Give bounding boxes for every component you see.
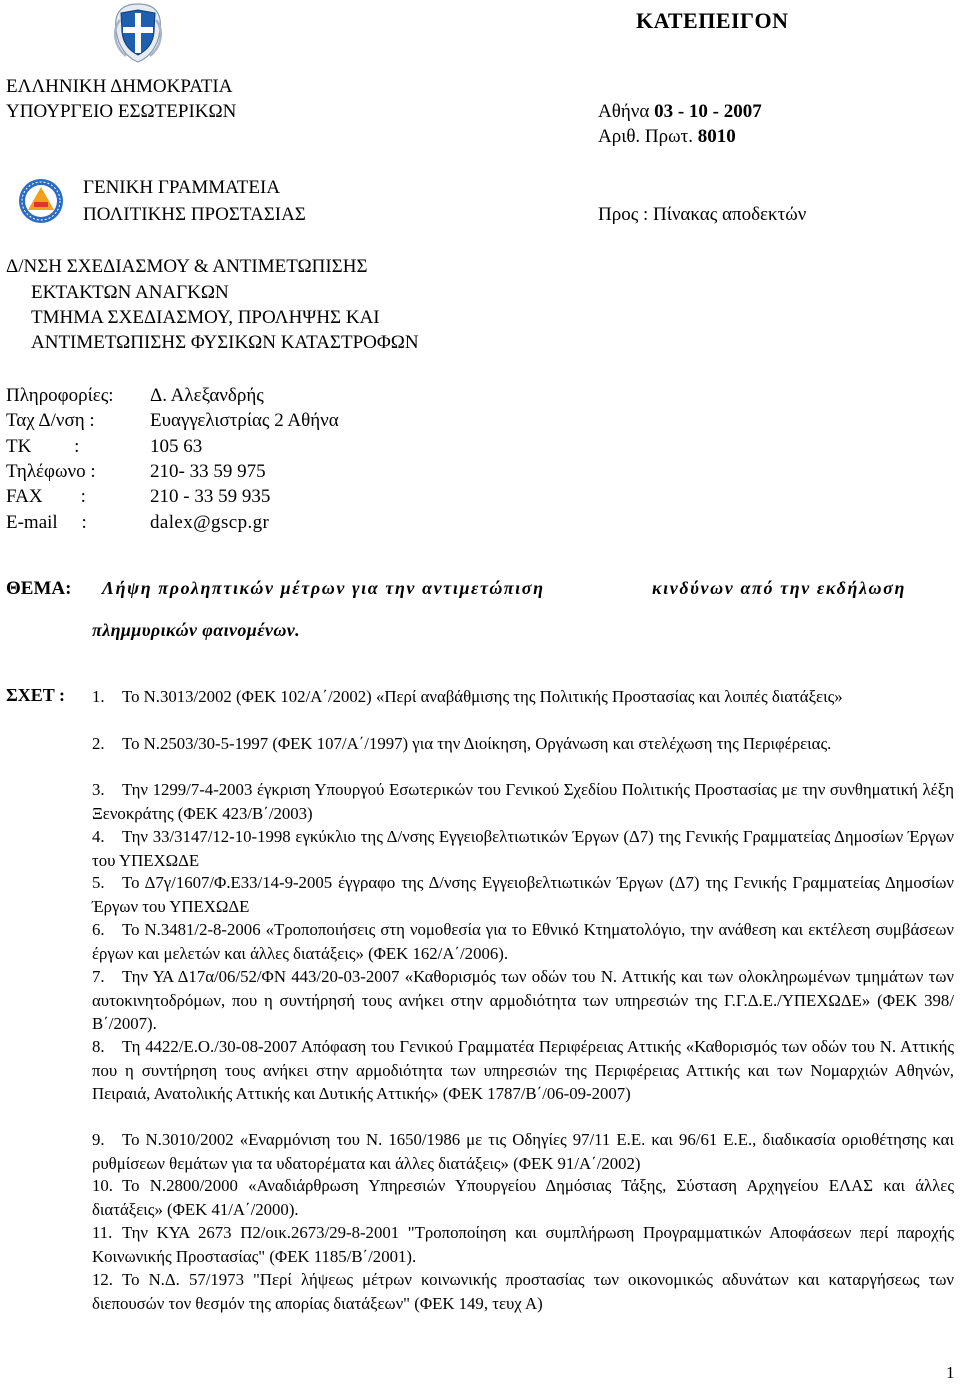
date-line bbox=[598, 101, 762, 123]
reference-item bbox=[92, 918, 954, 965]
date-prefix: Αθήνα bbox=[598, 101, 655, 122]
reference-item bbox=[92, 1268, 954, 1315]
reference-number: 4. bbox=[92, 827, 105, 846]
reference-number: 8. bbox=[92, 1037, 105, 1056]
contact-label: Πληροφορίες: bbox=[6, 385, 114, 406]
subject-label: ΘΕΜΑ: bbox=[6, 578, 72, 599]
subject-text: πλημμυρικών φαινομένων. bbox=[92, 620, 301, 640]
protocol-number: 8010 bbox=[697, 126, 736, 147]
email-link[interactable]: dalex@gscp.gr bbox=[150, 512, 270, 533]
reference-number: 9. bbox=[92, 1130, 105, 1149]
contact-value: 210- 33 59 975 bbox=[150, 461, 266, 482]
division-line-1: Δ/ΝΣΗ ΣΧΕΔΙΑΣΜΟΥ & ΑΝΤΙΜΕΤΩΠΙΣΗΣ bbox=[6, 256, 368, 277]
contact-label: FAX : bbox=[6, 486, 86, 507]
contact-label: ΤΚ : bbox=[6, 436, 80, 457]
reference-item bbox=[92, 1221, 954, 1268]
secretariat-line-2: ΠΟΛΙΤΙΚΗΣ ΠΡΟΣΤΑΣΙΑΣ bbox=[83, 204, 306, 225]
secretariat-line-1: ΓΕΝΙΚΗ ΓΡΑΜΜΑΤΕΙΑ bbox=[83, 177, 281, 198]
reference-item bbox=[92, 685, 954, 709]
date-value: 03 - 10 - 2007 bbox=[654, 101, 762, 122]
division-line-3: ΤΜΗΜΑ ΣΧΕΔΙΑΣΜΟΥ, ΠΡΟΛΗΨΗΣ ΚΑΙ bbox=[31, 307, 380, 328]
reference-text: Την 1299/7-4-2003 έγκριση Υπουργού Εσωτερικών του Γενικού Σχεδίου Πολιτικής Προστασίας με την συνθηματική λέξη Ξενοκράτης (ΦΕΚ 423/Β΄/2003) bbox=[92, 780, 954, 823]
reference-number: 6. bbox=[92, 920, 105, 939]
reference-item bbox=[92, 1174, 954, 1221]
reference-number: 12. bbox=[92, 1270, 113, 1289]
subject-text: Λήψη προληπτικών μέτρων για την αντιμετώπιση bbox=[102, 578, 545, 598]
reference-text: Το Δ7γ/1607/Φ.Ε33/14-9-2005 έγγραφο της Δ/νσης Εγγειοβελτιωτικών Έργων (Δ7) της Γενικής Γραμματείας Δημοσίων Έργων του ΥΠΕΧΩΔΕ bbox=[92, 873, 954, 916]
civil-protection-logo-icon bbox=[18, 178, 64, 224]
reference-text: Τη 4422/Ε.Ο./30-08-2007 Απόφαση του Γενικού Γραμματέα Περιφέρειας Αττικής «Καθορισμός των οδών του Ν. Αττικής που η συντήρηση τους ανήκει στην αρμοδιότητα των υπηρεσιών της Περιφέρειας Αττικής και των Νομαρχιών Αθηνών, Πειραιά, Ανατολικής Αττικής και Δυτικής Αττικής» (ΦΕΚ 1787/Β΄/06-09-2007) bbox=[92, 1037, 954, 1103]
reference-number: 7. bbox=[92, 967, 105, 986]
protocol-prefix: Αριθ. Πρωτ. bbox=[598, 126, 698, 147]
reference-item bbox=[92, 732, 954, 756]
reference-number: 5. bbox=[92, 873, 105, 892]
greek-emblem-icon bbox=[108, 0, 168, 66]
contact-label: E-mail : bbox=[6, 512, 87, 533]
references-label: ΣΧΕΤ : bbox=[6, 685, 65, 705]
reference-number: 11. bbox=[92, 1223, 113, 1242]
reference-number: 10. bbox=[92, 1176, 113, 1195]
reference-text: Το Ν.Δ. 57/1973 "Περί λήψεως μέτρων κοινωνικής προστασίας των οικονομικώς αδυνάτων και καταργήσεως των διεπουσών τον θεσμόν της απορίας διατάξεων" (ΦΕΚ 149, τευχ Α) bbox=[92, 1270, 954, 1313]
reference-item bbox=[92, 778, 954, 825]
reference-text: Το Ν.2800/2000 «Αναδιάρθρωση Υπηρεσιών Υπουργείου Δημόσιας Τάξης, Σύσταση Αρχηγείου ΕΛΑΣ και άλλες διατάξεις» (ΦΕΚ 41/Α΄/2000). bbox=[92, 1176, 954, 1219]
reference-text: Το Ν.3013/2002 (ΦΕΚ 102/Α΄/2002) «Περί αναβάθμισης της Πολιτικής Προστασίας και λοιπές διατάξεις» bbox=[122, 687, 843, 706]
reference-number: 2. bbox=[92, 734, 105, 753]
division-line-4: ΑΝΤΙΜΕΤΩΠΙΣΗΣ ΦΥΣΙΚΩΝ ΚΑΤΑΣΤΡΟΦΩΝ bbox=[31, 332, 419, 353]
contact-label: Τηλέφωνο : bbox=[6, 461, 96, 482]
ministry-heading: ΥΠΟΥΡΓΕΙΟ ΕΣΩΤΕΡΙΚΩΝ bbox=[6, 101, 237, 122]
reference-item bbox=[92, 965, 954, 1036]
page-number: 1 bbox=[946, 1363, 955, 1382]
contact-value: 210 - 33 59 935 bbox=[150, 486, 271, 507]
reference-item bbox=[92, 1035, 954, 1106]
republic-heading: ΕΛΛΗΝΙΚΗ ΔΗΜΟΚΡΑΤΙΑ bbox=[6, 76, 233, 97]
contact-value: 105 63 bbox=[150, 436, 203, 457]
reference-text: Την ΥΑ Δ17α/06/52/ΦΝ 443/20-03-2007 «Καθορισμός των οδών του Ν. Αττικής και των ολοκληρωμένων τμημάτων των αυτοκινητοδρόμων, που η συντήρησή τους ανήκει στην αρμοδιότητα των υπηρεσιών της Γ.Γ.Δ.Ε./ΥΠΕΧΩΔΕ» (ΦΕΚ 398/Β΄/2007). bbox=[92, 967, 954, 1033]
reference-item bbox=[92, 871, 954, 918]
reference-number: 1. bbox=[92, 687, 105, 706]
reference-item bbox=[92, 825, 954, 872]
contact-value: Δ. Αλεξανδρής bbox=[150, 385, 264, 406]
subject-text: κινδύνων από την εκδήλωση bbox=[652, 578, 906, 598]
contact-value: Ευαγγελιστρίας 2 Αθήνα bbox=[150, 410, 339, 431]
reference-text: Την 33/3147/12-10-1998 εγκύκλιο της Δ/νσης Εγγειοβελτιωτικών Έργων (Δ7) της Γενικής Γραμματείας Δημοσίων Έργων του ΥΠΕΧΩΔΕ bbox=[92, 827, 954, 870]
reference-text: Το Ν.3481/2-8-2006 «Τροποποιήσεις στη νομοθεσία για το Εθνικό Κτηματολόγιο, την ανάθεση και εκτέλεση συμβάσεων έργων και μελετών και άλλες διατάξεις» (ΦΕΚ 162/Α΄/2006). bbox=[92, 920, 954, 963]
reference-text: Την ΚΥΑ 2673 Π2/οικ.2673/29-8-2001 "Τροποποίηση και συμπλήρωση Προγραμματικών Αποφάσεων περί παροχής Κοινωνικής Προστασίας" (ΦΕΚ 1185/Β΄/2001). bbox=[92, 1223, 954, 1266]
division-line-2: ΕΚΤΑΚΤΩΝ ΑΝΑΓΚΩΝ bbox=[31, 282, 229, 303]
recipients-line: Προς : Πίνακας αποδεκτών bbox=[598, 204, 807, 225]
reference-item bbox=[92, 1128, 954, 1175]
reference-number: 3. bbox=[92, 780, 105, 799]
protocol-line bbox=[598, 126, 736, 148]
reference-text: Το Ν.3010/2002 «Εναρμόνιση του Ν. 1650/1986 με τις Οδηγίες 97/11 Ε.Ε. και 96/61 Ε.Ε., διαδικασία οριοθέτησης και ρυθμίσεων θεμάτων για τα υδατορέματα και άλλες διατάξεις» (ΦΕΚ 91/Α΄/2002) bbox=[92, 1130, 954, 1173]
urgent-stamp: ΚΑΤΕΠΕΙΓΟΝ bbox=[636, 8, 789, 33]
contact-label: Ταχ Δ/νση : bbox=[6, 410, 95, 431]
reference-text: Το Ν.2503/30-5-1997 (ΦΕΚ 107/Α΄/1997) για την Διοίκηση, Οργάνωση και στελέχωση της Περιφέρειας. bbox=[122, 734, 832, 753]
